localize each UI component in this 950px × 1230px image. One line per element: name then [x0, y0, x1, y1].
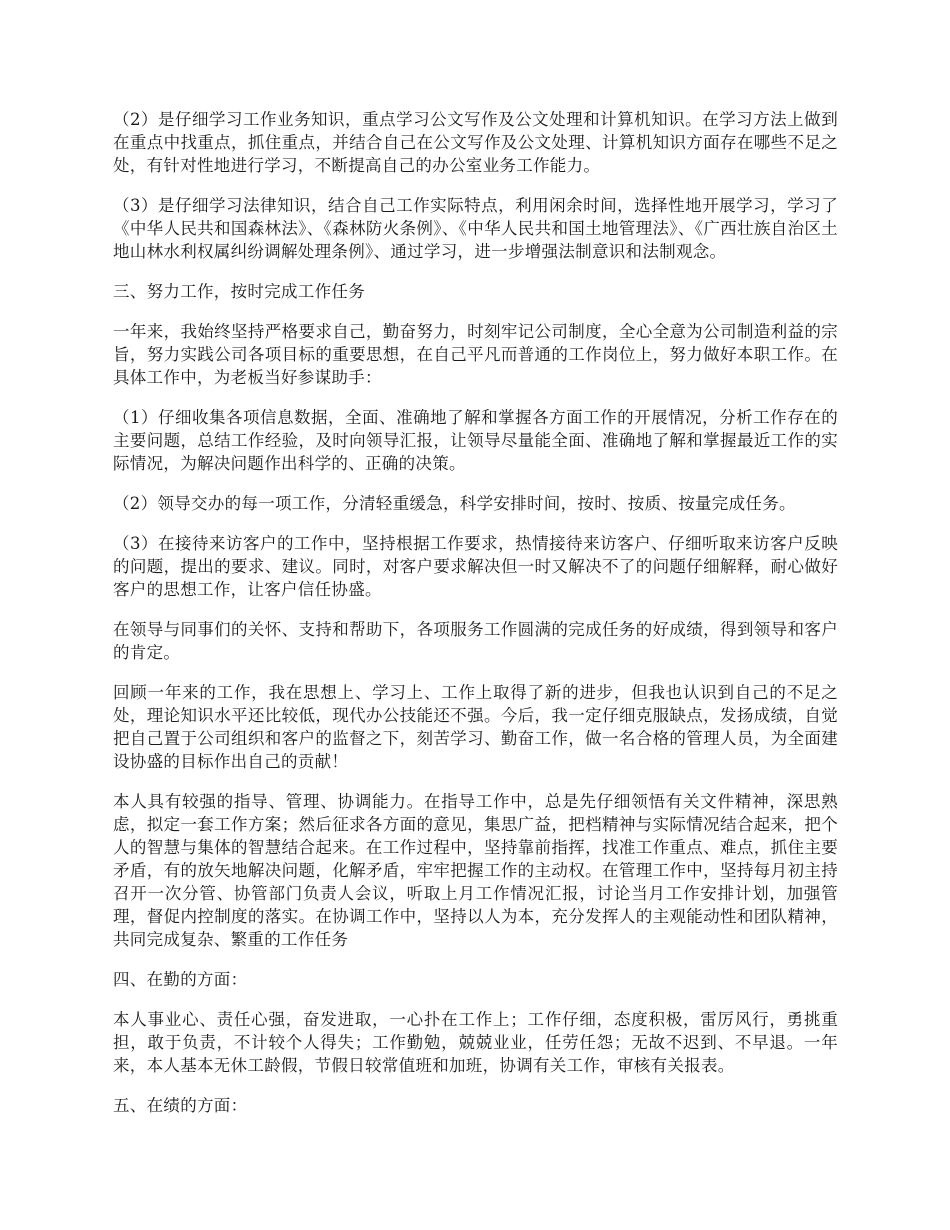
- paragraph-diligence: 本人事业心、责任心强，奋发进取，一心扑在工作上；工作仔细，态度积极，雷厉风行，勇挑重担，敢于负责，不计较个人得失；工作勤勉，兢兢业业，任劳任怨；无故不迟到、不早退。一年来，本人基本无休工龄假，节假日较常值班和加班，协调有关工作，审核有关报表。: [113, 1010, 838, 1075]
- paragraph-study-law: （3）是仔细学习法律知识，结合自己工作实际特点，利用闲余时间，选择性地开展学习，学习了《中华人民共和国森林法》、《森林防火条例》、《中华人民共和国土地管理法》、《广西壮族自治区土地山林水利权属纠纷调解处理条例》、通过学习，进一步增强法制意识和法制观念。: [113, 196, 838, 261]
- paragraph-work-summary: 一年来，我始终坚持严格要求自己，勤奋努力，时刻牢记公司制度，全心全意为公司制造利益的宗旨，努力实践公司各项目标的重要思想，在自己平凡而普通的工作岗位上，努力做好本职工作。在具体工作中，为老板当好参谋助手：: [113, 322, 838, 387]
- paragraph-reception: （3）在接待来访客户的工作中，坚持根据工作要求，热情接待来访客户、仔细听取来访客户反映的问题，提出的要求、建议。同时，对客户要求解决但一时又解决不了的问题仔细解释，耐心做好客户的思想工作，让客户信任协盛。: [113, 534, 838, 599]
- section-heading-diligence: 四、在勤的方面：: [113, 970, 248, 989]
- paragraph-collect-info: （1）仔细收集各项信息数据，全面、准确地了解和掌握各方面工作的开展情况，分析工作存在的主要问题，总结工作经验，及时向领导汇报，让领导尽量能全面、准确地了解和掌握最近工作的实际情况，为解决问题作出科学的、正确的决策。: [113, 408, 838, 473]
- paragraph-recognition: 在领导与同事们的关怀、支持和帮助下，各项服务工作圆满的完成任务的好成绩，得到领导和客户的肯定。: [113, 620, 838, 662]
- section-heading-performance: 五、在绩的方面：: [113, 1096, 248, 1115]
- section-heading-work: 三、努力工作，按时完成工作任务: [113, 282, 365, 301]
- paragraph-abilities: 本人具有较强的指导、管理、协调能力。在指导工作中，总是先仔细领悟有关文件精神，深思熟虑，拟定一套工作方案；然后征求各方面的意见，集思广益，把档精神与实际情况结合起来，把个人的智慧与集体的智慧结合起来。在工作过程中，坚持靠前指挥，找准工作重点、难点，抓住主要矛盾，有的放矢地解决问题，化解矛盾，牢牢把握工作的主动权。在管理工作中，坚持每月初主持召开一次分管、协管部门负责人会议，听取上月工作情况汇报，讨论当月工作安排计划，加强管理，督促内控制度的落实。在协调工作中，坚持以人为本，充分发挥人的主观能动性和团队精神，共同完成复杂、繁重的工作任务: [113, 792, 838, 949]
- paragraph-study-business: （2）是仔细学习工作业务知识，重点学习公文写作及公文处理和计算机知识。在学习方法上做到在重点中找重点，抓住重点，并结合自己在公文写作及公文处理、计算机知识方面存在哪些不足之处，有针对性地进行学习，不断提高自己的办公室业务工作能力。: [113, 110, 838, 175]
- paragraph-assigned-tasks: （2）领导交办的每一项工作，分清轻重缓急，科学安排时间，按时、按质、按量完成任务。: [113, 494, 796, 513]
- paragraph-review: 回顾一年来的工作，我在思想上、学习上、工作上取得了新的进步，但我也认识到自己的不足之处，理论知识水平还比较低，现代办公技能还不强。今后，我一定仔细克服缺点，发扬成绩，自觉把自己置于公司组织和客户的监督之下，刻苦学习、勤奋工作，做一名合格的管理人员，为全面建设协盛的目标作出自己的贡献！: [113, 683, 838, 771]
